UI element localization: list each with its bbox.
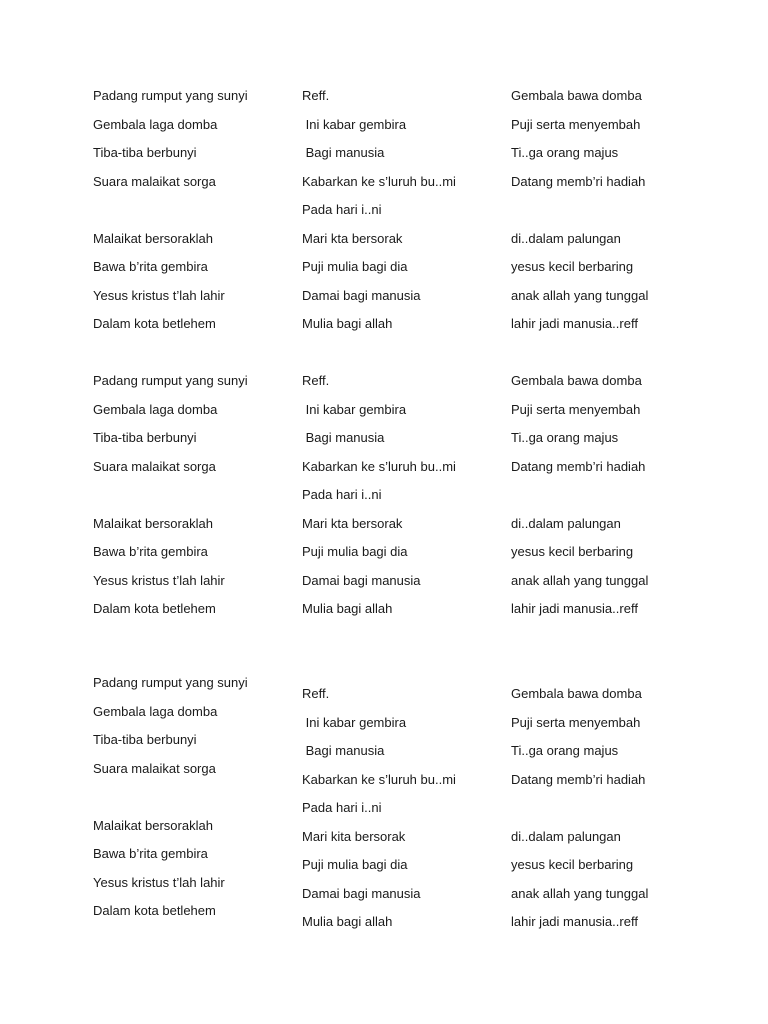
lyric-line: Yesus kristus t’lah lahir (93, 572, 225, 588)
lyric-line: Bawa b’rita gembira (93, 259, 208, 274)
lyric-line: Padang rumput yang sunyi (93, 88, 248, 103)
lyric-line: Padang rumput yang sunyi (93, 373, 248, 388)
lyric-line: lahir jadi manusia..reff (511, 601, 638, 616)
lyric-line: Kabarkan ke s’luruh bu..mi (302, 173, 456, 189)
lyric-line: Pada hari i..ni (302, 800, 382, 815)
lyric-line: Ini kabar gembira (302, 116, 407, 132)
lyric-line: Mari kita bersorak (302, 828, 406, 844)
lyric-line: Ini kabar gembira (302, 401, 407, 417)
lyric-line: Suara malaikat sorga (93, 760, 216, 776)
lyric-line: Tiba-tiba berbunyi (93, 145, 197, 160)
lyric-line: Gembala laga domba (93, 703, 218, 719)
lyric-line: Suara malaikat sorga (93, 458, 216, 474)
lyric-line: Mulia bagi allah (302, 914, 393, 929)
lyric-line: Ti..ga orang majus (511, 145, 619, 160)
lyric-line: Malaikat bersoraklah (93, 230, 213, 246)
lyric-line: Puji serta menyembah (511, 714, 641, 730)
lyric-line: yesus kecil berbaring (511, 544, 634, 559)
lyric-line: Gembala laga domba (93, 116, 218, 132)
lyric-line: Mari kta bersorak (302, 515, 403, 531)
lyric-line: Reff. (302, 373, 330, 388)
lyric-line: Damai bagi manusia (302, 287, 421, 303)
lyric-line: Damai bagi manusia (302, 885, 421, 901)
lyric-line: Reff. (302, 88, 330, 103)
lyric-line: Kabarkan ke s’luruh bu..mi (302, 458, 456, 474)
lyric-line: Damai bagi manusia (302, 572, 421, 588)
lyric-line: Tiba-tiba berbunyi (93, 732, 197, 747)
lyric-line: Tiba-tiba berbunyi (93, 430, 197, 445)
lyric-line: Gembala bawa domba (511, 686, 642, 701)
lyric-line: Gembala bawa domba (511, 88, 642, 103)
lyric-line: Malaikat bersoraklah (93, 515, 213, 531)
lyric-line: lahir jadi manusia..reff (511, 914, 638, 929)
lyric-line: anak allah yang tunggal (511, 287, 649, 303)
lyric-line: Pada hari i..ni (302, 487, 382, 502)
lyric-line: Bagi manusia (302, 145, 385, 160)
lyric-line: Pada hari i..ni (302, 202, 382, 217)
lyric-line: Bawa b’rita gembira (93, 544, 208, 559)
lyric-line: di..dalam palungan (511, 828, 621, 844)
lyric-line: Puji serta menyembah (511, 401, 641, 417)
lyric-line: Datang memb’ri hadiah (511, 458, 646, 474)
lyric-line: lahir jadi manusia..reff (511, 316, 638, 331)
lyric-line: Ti..ga orang majus (511, 743, 619, 758)
lyric-line: Datang memb’ri hadiah (511, 771, 646, 787)
lyric-line: Malaikat bersoraklah (93, 817, 213, 833)
lyric-line: Datang memb’ri hadiah (511, 173, 646, 189)
lyric-line: yesus kecil berbaring (511, 259, 634, 274)
lyric-line: anak allah yang tunggal (511, 572, 649, 588)
lyric-line: Mulia bagi allah (302, 316, 393, 331)
lyric-line: Puji mulia bagi dia (302, 857, 408, 872)
lyric-line: di..dalam palungan (511, 515, 621, 531)
lyric-line: Gembala laga domba (93, 401, 218, 417)
lyric-line: Dalam kota betlehem (93, 316, 216, 331)
lyric-line: di..dalam palungan (511, 230, 621, 246)
lyric-line: Bagi manusia (302, 743, 385, 758)
lyric-line: Puji mulia bagi dia (302, 544, 408, 559)
lyric-line: Ini kabar gembira (302, 714, 407, 730)
lyric-line: Padang rumput yang sunyi (93, 675, 248, 690)
lyric-line: Yesus kristus t’lah lahir (93, 287, 225, 303)
lyric-line: Yesus kristus t’lah lahir (93, 874, 225, 890)
lyric-line: Reff. (302, 686, 330, 701)
lyric-line: Dalam kota betlehem (93, 601, 216, 616)
lyric-line: Mulia bagi allah (302, 601, 393, 616)
lyric-line: Puji serta menyembah (511, 116, 641, 132)
lyric-line: Bawa b’rita gembira (93, 846, 208, 861)
lyric-line: Bagi manusia (302, 430, 385, 445)
lyric-line: anak allah yang tunggal (511, 885, 649, 901)
lyric-line: yesus kecil berbaring (511, 857, 634, 872)
lyric-line: Dalam kota betlehem (93, 903, 216, 918)
lyric-line: Mari kta bersorak (302, 230, 403, 246)
lyric-line: Ti..ga orang majus (511, 430, 619, 445)
lyric-line: Puji mulia bagi dia (302, 259, 408, 274)
lyric-line: Kabarkan ke s’luruh bu..mi (302, 771, 456, 787)
lyric-line: Suara malaikat sorga (93, 173, 216, 189)
lyric-line: Gembala bawa domba (511, 373, 642, 388)
